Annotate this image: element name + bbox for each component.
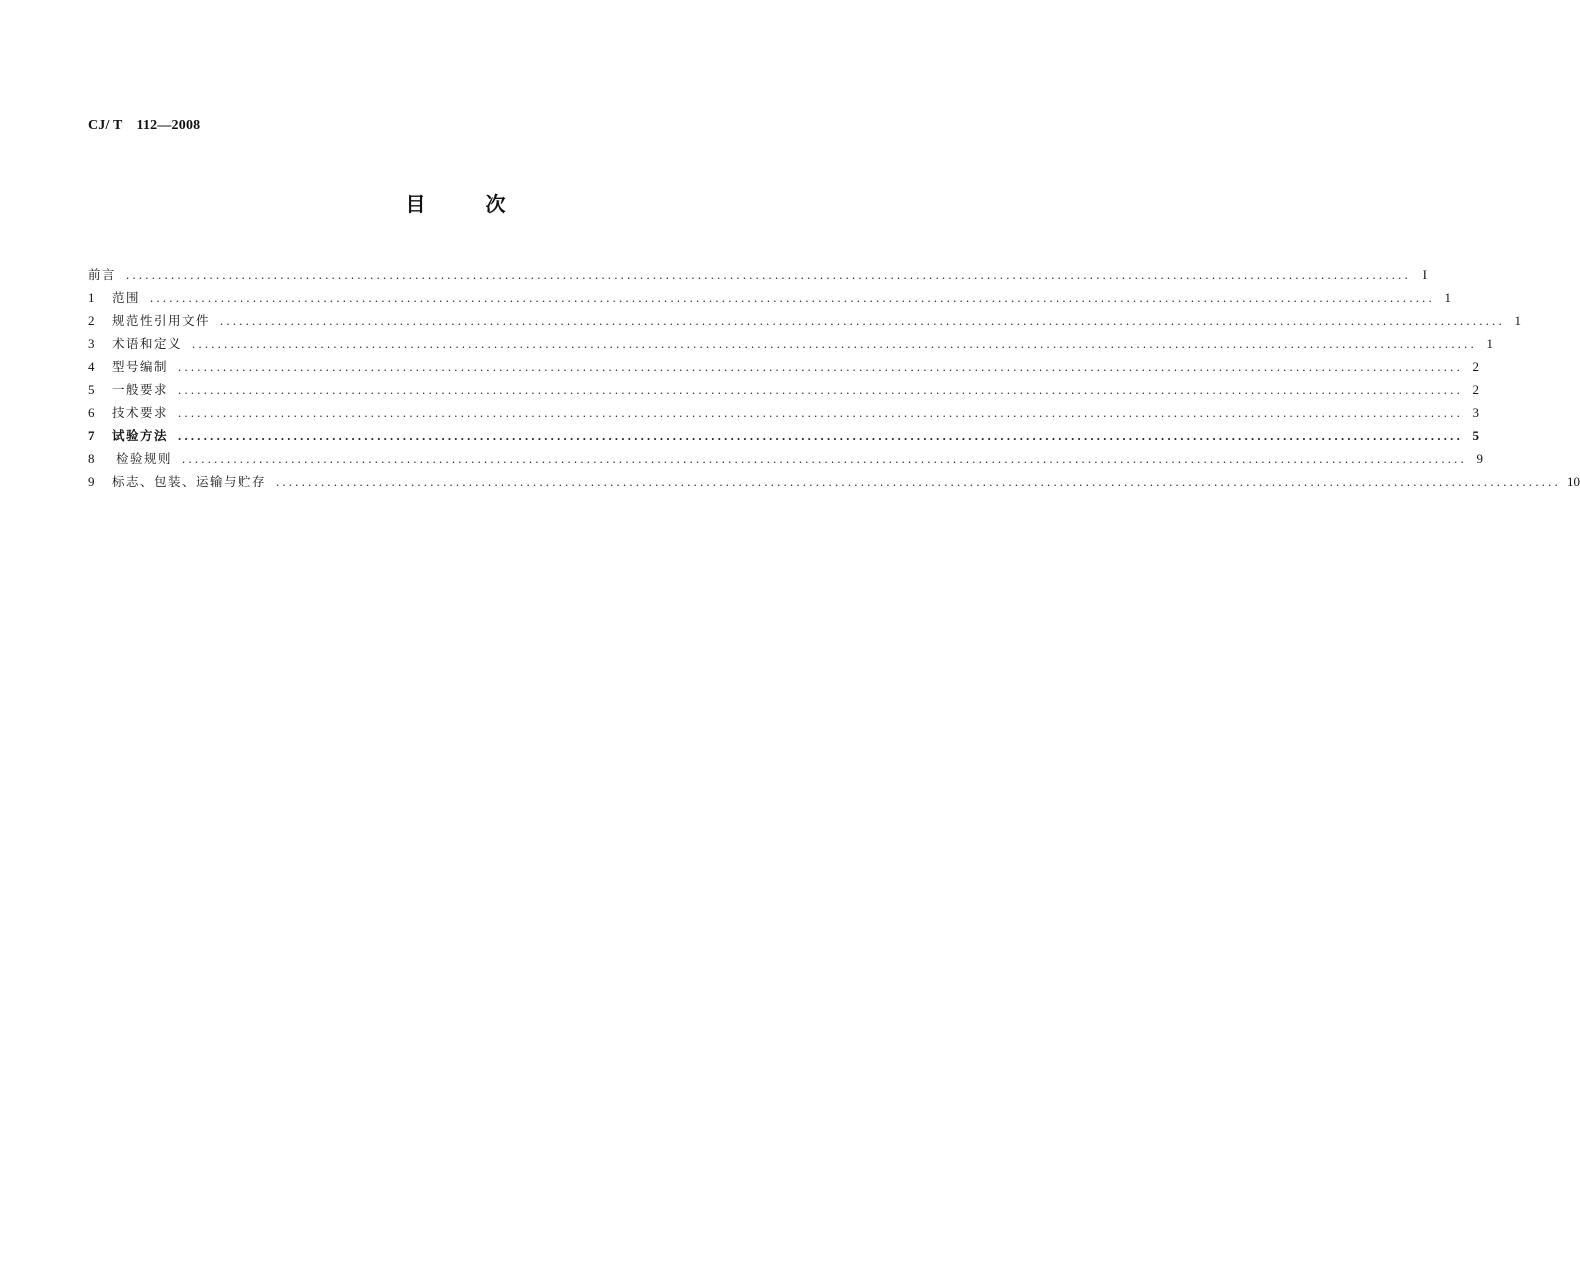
toc-entry-number: 9 — [88, 474, 95, 489]
toc-entry-number: 8 — [88, 451, 95, 466]
toc-entry-model-designation[interactable] — [88, 355, 1480, 378]
toc-entry-technical-requirements[interactable] — [88, 401, 1480, 424]
toc-entry-page: 1 — [1486, 336, 1494, 351]
toc-dot-leader: ........................................................................................................................................................................................................ — [182, 452, 1468, 466]
toc-entry-number: 2 — [88, 313, 95, 328]
toc-title: 目 次 — [405, 192, 506, 216]
document-code: CJ/ T 112—2008 — [88, 118, 201, 133]
toc-dot-leader: ........................................................................................................................................................................................................ — [178, 360, 1464, 374]
toc-entry-number: 1 — [88, 290, 95, 305]
toc-entry-page: 10 — [1567, 474, 1580, 489]
table-of-contents — [88, 263, 1580, 493]
toc-entry-terms-definitions[interactable] — [88, 332, 1494, 355]
toc-entry-label: 范围 — [112, 290, 141, 305]
toc-entry-page: 1 — [1514, 313, 1522, 328]
toc-entry-scope[interactable] — [88, 286, 1452, 309]
toc-entry-label: 型号编制 — [112, 359, 169, 374]
toc-dot-leader: ........................................................................................................................................................................................................ — [150, 291, 1436, 305]
toc-entry-marking-packaging-transport-storage[interactable] — [88, 470, 1580, 493]
toc-entry-foreword[interactable] — [88, 263, 1428, 286]
toc-entry-label: 标志、包装、运输与贮存 — [112, 474, 267, 489]
toc-entry-label: 规范性引用文件 — [112, 313, 211, 328]
toc-entry-number: 7 — [88, 428, 95, 443]
toc-entry-number: 3 — [88, 336, 95, 351]
toc-entry-page: 3 — [1472, 405, 1480, 420]
toc-entry-number: 6 — [88, 405, 95, 420]
toc-dot-leader: ........................................................................................................................................................................................................ — [178, 406, 1464, 420]
toc-dot-leader: ........................................................................................................................................................................................................ — [220, 314, 1506, 328]
toc-entry-number: 4 — [88, 359, 95, 374]
toc-dot-leader: ........................................................................................................................................................................................................ — [178, 429, 1464, 443]
toc-entry-page: 5 — [1472, 428, 1480, 443]
toc-entry-page: 2 — [1472, 359, 1480, 374]
toc-entry-page: 9 — [1476, 451, 1484, 466]
toc-entry-label: 一般要求 — [112, 382, 169, 397]
toc-dot-leader: ........................................................................................................................................................................................................ — [192, 337, 1478, 351]
toc-entry-normative-references[interactable] — [88, 309, 1522, 332]
toc-entry-label: 前言 — [88, 267, 117, 282]
toc-dot-leader: ........................................................................................................................................................................................................ — [126, 268, 1412, 282]
toc-entry-label: 术语和定义 — [112, 336, 183, 351]
toc-entry-test-methods[interactable] — [88, 424, 1480, 447]
toc-entry-page: 2 — [1472, 382, 1480, 397]
toc-entry-label: 技术要求 — [112, 405, 169, 420]
toc-dot-leader: ........................................................................................................................................................................................................ — [276, 475, 1562, 489]
toc-entry-page: I — [1422, 267, 1428, 282]
toc-entry-number: 5 — [88, 382, 95, 397]
toc-entry-label: 试验方法 — [112, 428, 169, 443]
toc-entry-label: 检验规则 — [116, 451, 173, 466]
toc-entry-inspection-rules[interactable] — [88, 447, 1484, 470]
toc-entry-page: 1 — [1444, 290, 1452, 305]
toc-entry-general-requirements[interactable] — [88, 378, 1480, 401]
toc-dot-leader: ........................................................................................................................................................................................................ — [178, 383, 1464, 397]
